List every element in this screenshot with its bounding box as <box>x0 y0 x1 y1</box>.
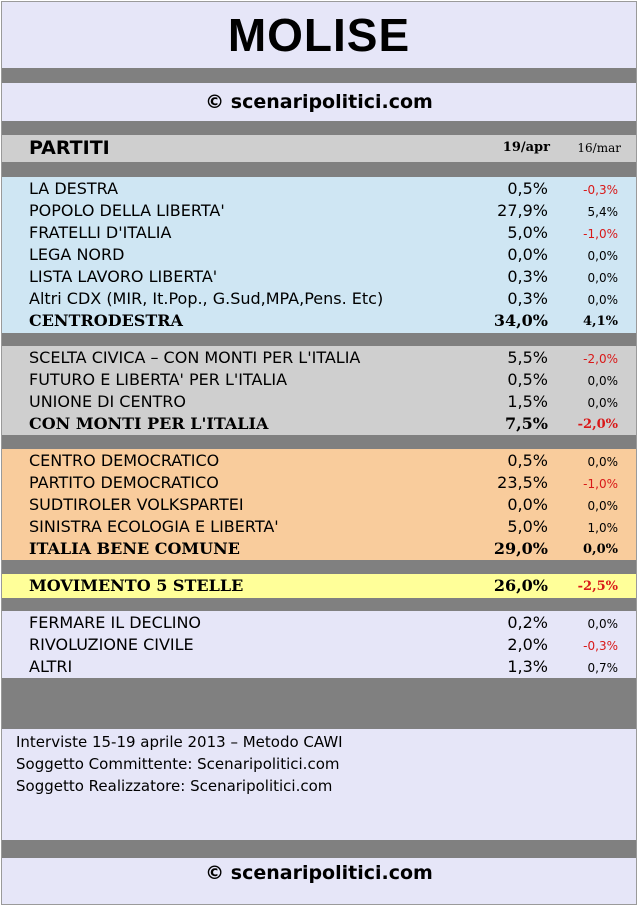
party-row <box>2 656 636 678</box>
value-current: 0,0% <box>507 495 548 514</box>
party-name: SCELTA CIVICA – CON MONTI PER L'ITALIA <box>29 348 361 367</box>
party-row <box>2 516 636 538</box>
value-change: 0,0% <box>587 374 618 388</box>
value-change: 0,0% <box>587 249 618 263</box>
value-current: 26,0% <box>493 576 548 595</box>
group-centrodestra <box>2 177 636 333</box>
value-change: 1,0% <box>587 521 618 535</box>
header-date-current: 19/apr <box>502 140 550 155</box>
party-row <box>2 347 636 369</box>
notes-section <box>2 729 636 840</box>
party-name: SUDTIROLER VOLKSPARTEI <box>29 495 244 514</box>
divider-large <box>2 678 636 729</box>
value-current: 5,0% <box>507 517 548 536</box>
value-change: -2,5% <box>577 579 618 594</box>
value-current: 0,0% <box>507 245 548 264</box>
value-current: 5,5% <box>507 348 548 367</box>
party-row <box>2 266 636 288</box>
group-centrosinistra <box>2 449 636 560</box>
table-header <box>2 135 636 162</box>
party-name: FRATELLI D'ITALIA <box>29 223 172 242</box>
party-name: POPOLO DELLA LIBERTA' <box>29 201 225 220</box>
note-interviews: Interviste 15-19 aprile 2013 – Metodo CAWI <box>16 733 343 751</box>
value-current: 29,0% <box>493 539 548 558</box>
divider <box>2 435 636 449</box>
value-change: -2,0% <box>577 417 618 432</box>
value-change: 0,0% <box>583 542 618 557</box>
divider <box>2 840 636 858</box>
header-label: PARTITI <box>29 137 110 159</box>
party-name: SINISTRA ECOLOGIA E LIBERTA' <box>29 517 279 536</box>
party-name: LISTA LAVORO LIBERTA' <box>29 267 218 286</box>
party-name: PARTITO DEMOCRATICO <box>29 473 219 492</box>
value-change: 0,0% <box>587 396 618 410</box>
value-change: 0,0% <box>587 499 618 513</box>
party-name: UNIONE DI CENTRO <box>29 392 187 411</box>
value-current: 23,5% <box>497 473 548 492</box>
divider <box>2 333 636 346</box>
party-row <box>2 244 636 266</box>
note-producer: Soggetto Realizzatore: Scenaripolitici.com <box>16 777 333 795</box>
value-change: 0,0% <box>587 617 618 631</box>
party-name: CENTRO DEMOCRATICO <box>29 451 220 470</box>
value-change: 4,1% <box>583 314 618 329</box>
divider <box>2 68 636 83</box>
total-row <box>2 310 636 332</box>
party-name: ALTRI <box>29 657 73 676</box>
party-row <box>2 200 636 222</box>
value-current: 0,5% <box>507 370 548 389</box>
party-row <box>2 222 636 244</box>
party-name: FERMARE IL DECLINO <box>29 613 202 632</box>
value-current: 7,5% <box>504 414 548 433</box>
party-row <box>2 369 636 391</box>
total-row <box>2 575 636 597</box>
value-current: 0,2% <box>507 613 548 632</box>
group-m5s <box>2 574 636 598</box>
party-row <box>2 612 636 634</box>
value-current: 0,5% <box>507 179 548 198</box>
party-name: CON MONTI PER L'ITALIA <box>29 414 269 433</box>
value-current: 1,3% <box>507 657 548 676</box>
group-others <box>2 611 636 678</box>
divider <box>2 121 636 135</box>
value-change: -0,3% <box>583 183 618 197</box>
value-current: 2,0% <box>507 635 548 654</box>
value-current: 0,3% <box>507 289 548 308</box>
total-row <box>2 413 636 435</box>
site-credit-bottom: © scenaripolitici.com <box>2 858 636 888</box>
value-current: 5,0% <box>507 223 548 242</box>
value-change: -2,0% <box>583 352 618 366</box>
party-row <box>2 450 636 472</box>
group-monti <box>2 346 636 435</box>
party-name: LA DESTRA <box>29 179 119 198</box>
value-change: 0,0% <box>587 455 618 469</box>
divider <box>2 560 636 574</box>
divider <box>2 598 636 611</box>
site-credit-top: © scenaripolitici.com <box>2 83 636 121</box>
party-name: CENTRODESTRA <box>29 311 183 330</box>
value-change: -1,0% <box>583 477 618 491</box>
value-current: 0,3% <box>507 267 548 286</box>
header-date-previous: 16/mar <box>577 141 621 155</box>
value-change: 0,0% <box>587 293 618 307</box>
party-name: Altri CDX (MIR, It.Pop., G.Sud,MPA,Pens. Etc) <box>29 289 384 308</box>
note-commissioner: Soggetto Committente: Scenaripolitici.com <box>16 755 340 773</box>
value-current: 0,5% <box>507 451 548 470</box>
party-name: ITALIA BENE COMUNE <box>29 539 240 558</box>
party-row <box>2 634 636 656</box>
value-change: 0,0% <box>587 271 618 285</box>
party-name: LEGA NORD <box>29 245 125 264</box>
value-change: 0,7% <box>587 661 618 675</box>
value-current: 34,0% <box>493 311 548 330</box>
divider <box>2 162 636 177</box>
value-change: -1,0% <box>583 227 618 241</box>
poll-table <box>1 1 637 905</box>
value-current: 27,9% <box>497 201 548 220</box>
value-change: -0,3% <box>583 639 618 653</box>
party-row <box>2 288 636 310</box>
party-name: RIVOLUZIONE CIVILE <box>29 635 194 654</box>
party-row <box>2 494 636 516</box>
party-row <box>2 391 636 413</box>
party-name: FUTURO E LIBERTA' PER L'ITALIA <box>29 370 288 389</box>
value-change: 5,4% <box>587 205 618 219</box>
party-row <box>2 178 636 200</box>
total-row <box>2 538 636 560</box>
party-name: MOVIMENTO 5 STELLE <box>29 576 244 595</box>
value-current: 1,5% <box>507 392 548 411</box>
region-title: MOLISE <box>2 2 636 68</box>
party-row <box>2 472 636 494</box>
